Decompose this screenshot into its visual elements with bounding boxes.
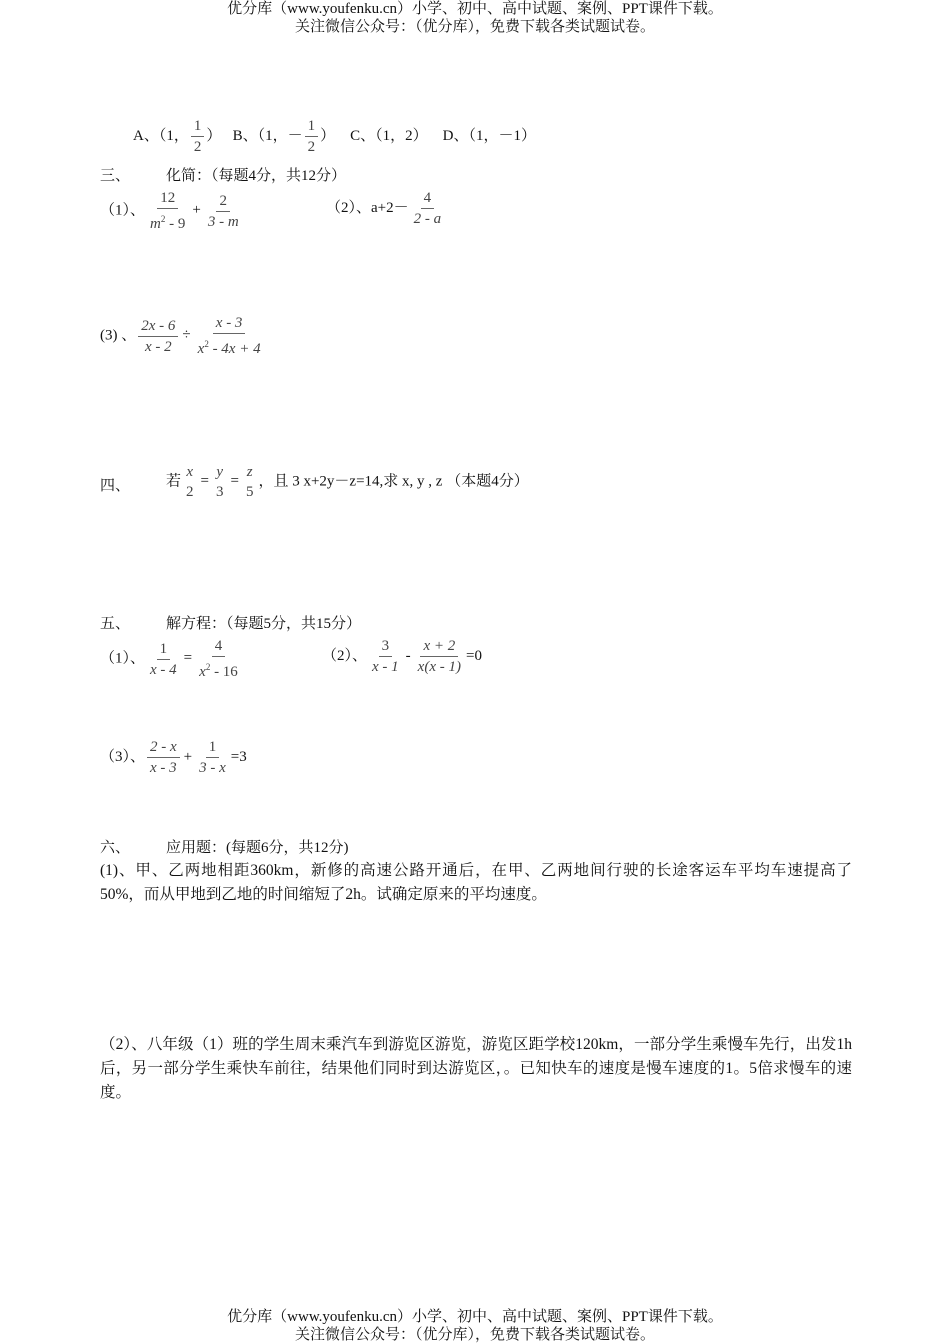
frac-numerator: y	[216, 464, 224, 480]
option-a-fraction	[191, 116, 205, 157]
equation-rhs: =3	[230, 748, 247, 765]
frac-denominator: 2	[193, 139, 202, 155]
den-exp: 2	[160, 214, 166, 224]
problem-label: （1）、	[100, 202, 146, 219]
problem-label: (3) 、	[100, 327, 137, 344]
frac-denominator: x - 2	[145, 338, 172, 355]
problem-label: （2）、	[322, 647, 368, 664]
section5-heading: 解方程：（每题5分，共15分）	[166, 616, 362, 632]
page-header-line2: 关注微信公众号：（优分库），免费下载各类试题试卷。	[294, 19, 655, 35]
frac-numerator: 1	[191, 116, 205, 137]
option-a-label: A、（1，	[133, 127, 189, 144]
equation-rhs: =0	[465, 647, 482, 664]
frac-numerator: x	[186, 464, 194, 480]
divide-operator: ÷	[182, 327, 191, 344]
fraction	[411, 188, 445, 229]
frac-numerator: 2 - x	[147, 737, 180, 758]
section6-question1: (1)、甲、乙两地相距360km，新修的高速公路开通后，在甲、乙两地间行驶的长途客运车平均车速提高了50%，而从甲地到乙地的时间缩短了2h。试确定原来的平均速度。	[100, 862, 852, 903]
frac-denominator: x(x - 1)	[417, 659, 461, 675]
frac-denominator: x - 3	[150, 760, 177, 776]
fraction	[183, 462, 197, 502]
section5-problem1	[100, 636, 243, 682]
frac-denominator	[195, 334, 264, 359]
den-tail: - 9	[165, 216, 186, 232]
page-header-line1: 优分库（www.youfenku.cn）小学、初中、高中试题、案例、PPT课件下载。	[227, 1, 723, 17]
plus-operator: +	[183, 748, 193, 765]
fraction	[369, 636, 402, 677]
page-footer-line2: 关注微信公众号：（优分库），免费下载各类试题试卷。	[294, 1327, 655, 1343]
fraction	[243, 462, 257, 502]
frac-numerator: 4	[421, 188, 435, 209]
den-exp: 2	[204, 339, 209, 349]
frac-numerator: x + 2	[420, 636, 458, 657]
den-tail: - 16	[210, 664, 238, 680]
section3-problem1	[100, 188, 244, 234]
fraction	[205, 191, 242, 232]
problem-suffix: ，且 3 x+2y－z=14,求 x, y , z （本题4分）	[258, 473, 529, 490]
option-b-close: ）	[320, 127, 336, 144]
frac-numerator: 1	[305, 116, 319, 137]
problem-label: （3）、	[100, 748, 146, 765]
option-b-label: B、（1，－	[232, 127, 303, 144]
option-c-label: C、（1，2）	[350, 127, 428, 144]
option-d-label: D、（1，－1）	[442, 127, 536, 144]
section3-problem2	[326, 188, 446, 229]
frac-denominator: 5	[245, 484, 254, 500]
answer-options	[133, 116, 536, 157]
frac-denominator: 2	[186, 484, 194, 500]
section5-problem3	[100, 737, 247, 778]
problem-label: （2）、a+2－	[326, 199, 409, 216]
fraction	[147, 188, 188, 234]
fraction	[196, 636, 241, 682]
section4-problem	[166, 462, 529, 502]
frac-denominator: 3 - m	[207, 213, 239, 230]
problem-prefix: 若	[166, 473, 182, 490]
den-exp: 2	[205, 662, 211, 672]
section4-title: 四、	[100, 478, 131, 494]
equals-sign: =	[200, 473, 209, 490]
problem-label: （1）、	[100, 650, 146, 667]
option-a-close: ）	[206, 127, 222, 144]
section3-problem3	[100, 313, 266, 359]
frac-denominator	[147, 209, 188, 234]
equals-sign: =	[230, 473, 239, 490]
option-b-fraction	[305, 116, 319, 157]
page-footer-line1: 优分库（www.youfenku.cn）小学、初中、高中试题、案例、PPT课件下载。	[227, 1309, 723, 1325]
frac-numerator: 2	[216, 191, 230, 212]
den-var: m	[150, 216, 161, 232]
frac-denominator: 2	[307, 139, 316, 155]
frac-denominator	[196, 657, 241, 682]
frac-numerator: 2x - 6	[138, 316, 178, 337]
minus-operator: -	[405, 647, 411, 664]
frac-numerator: 12	[157, 188, 178, 209]
frac-numerator: z	[246, 464, 253, 480]
fraction	[196, 737, 229, 778]
den-var: x	[197, 341, 205, 357]
fraction	[213, 462, 227, 502]
fraction	[147, 639, 180, 680]
section5-problem2	[322, 636, 482, 677]
frac-numerator: 1	[206, 737, 220, 758]
equals-sign: =	[183, 650, 193, 667]
frac-denominator: 3	[215, 484, 224, 500]
frac-denominator: 3 - x	[199, 760, 226, 776]
frac-numerator: 3	[379, 636, 393, 657]
den-tail: - 4x + 4	[208, 341, 261, 357]
fraction	[195, 313, 264, 359]
fraction	[147, 737, 180, 778]
fraction	[138, 316, 178, 357]
frac-numerator: x - 3	[213, 313, 246, 334]
section6-title: 六、	[100, 840, 131, 856]
plus-operator: +	[192, 202, 201, 219]
frac-denominator: 2 - a	[413, 211, 442, 227]
frac-numerator: 4	[212, 636, 226, 657]
section3-heading: 化简：（每题4分，共12分）	[166, 168, 347, 184]
section6-question2: （2）、八年级（1）班的学生周末乘汽车到游览区游览，游览区距学校120km，一部分学生乘慢车先行，出发1h后，另一部分学生乘快车前往，结果他们同时到达游览区，。已知快车的速度是慢车速度的1。5倍求慢车的速度。	[100, 1036, 852, 1101]
fraction	[415, 636, 464, 677]
frac-numerator: 1	[157, 639, 171, 660]
frac-denominator: x - 4	[150, 661, 177, 678]
section6-heading: 应用题：(每题6分，共12分)	[166, 840, 349, 856]
den-var: x	[199, 664, 206, 680]
frac-denominator: x - 1	[372, 659, 399, 675]
section3-title: 三、	[100, 168, 131, 184]
section5-title: 五、	[100, 616, 131, 632]
